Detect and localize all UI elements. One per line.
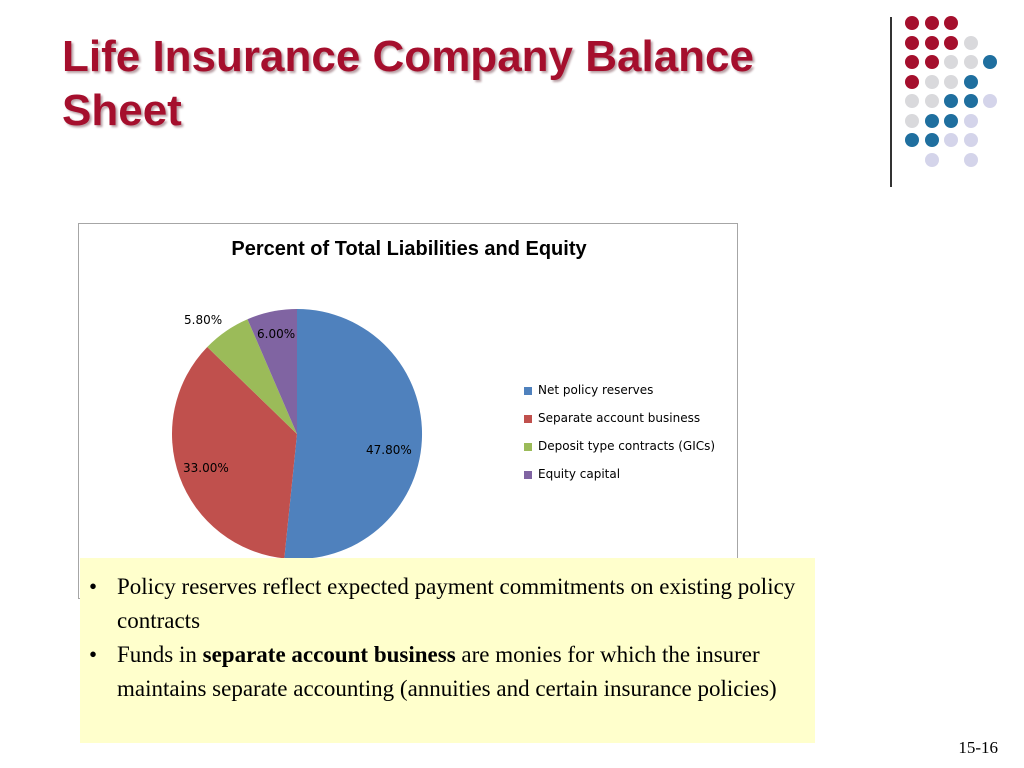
slice-net-policy-reserves — [284, 309, 422, 559]
data-label-deposit-type-contracts: 5.80% — [184, 313, 223, 327]
slide-title: Life Insurance Company Balance Sheet — [62, 32, 754, 135]
data-label-separate-account-business: 33.00% — [183, 461, 229, 475]
legend-label: Separate account business — [538, 411, 701, 425]
legend-label: Deposit type contracts (GICs) — [538, 439, 716, 453]
legend-label: Equity capital — [538, 467, 621, 481]
bullet-separate-account — [117, 638, 803, 706]
legend-swatch — [524, 443, 532, 451]
chart-title: Percent of Total Liabilities and Equity — [231, 238, 587, 260]
bullet-text-start: Funds in — [117, 642, 203, 667]
data-label-net-policy-reserves: 47.80% — [366, 443, 412, 457]
legend-swatch — [524, 387, 532, 395]
page-number: 15-16 — [958, 738, 998, 757]
data-label-equity-capital: 6.00% — [257, 327, 296, 341]
bullet-policy-reserves: • Policy reserves reflect expected payment commitments on existing policy contracts — [117, 570, 803, 638]
bullet-bold-term: separate account business — [202, 642, 456, 667]
legend-swatch — [524, 415, 532, 423]
bullet-text-end: are monies for which the insurer maintains separate accounting (annuities and certain insurance policies) — [117, 642, 777, 701]
bullet-list — [117, 570, 803, 706]
legend-swatch — [524, 471, 532, 479]
notes-box — [80, 558, 815, 743]
legend-label: Net policy reserves — [538, 383, 654, 397]
